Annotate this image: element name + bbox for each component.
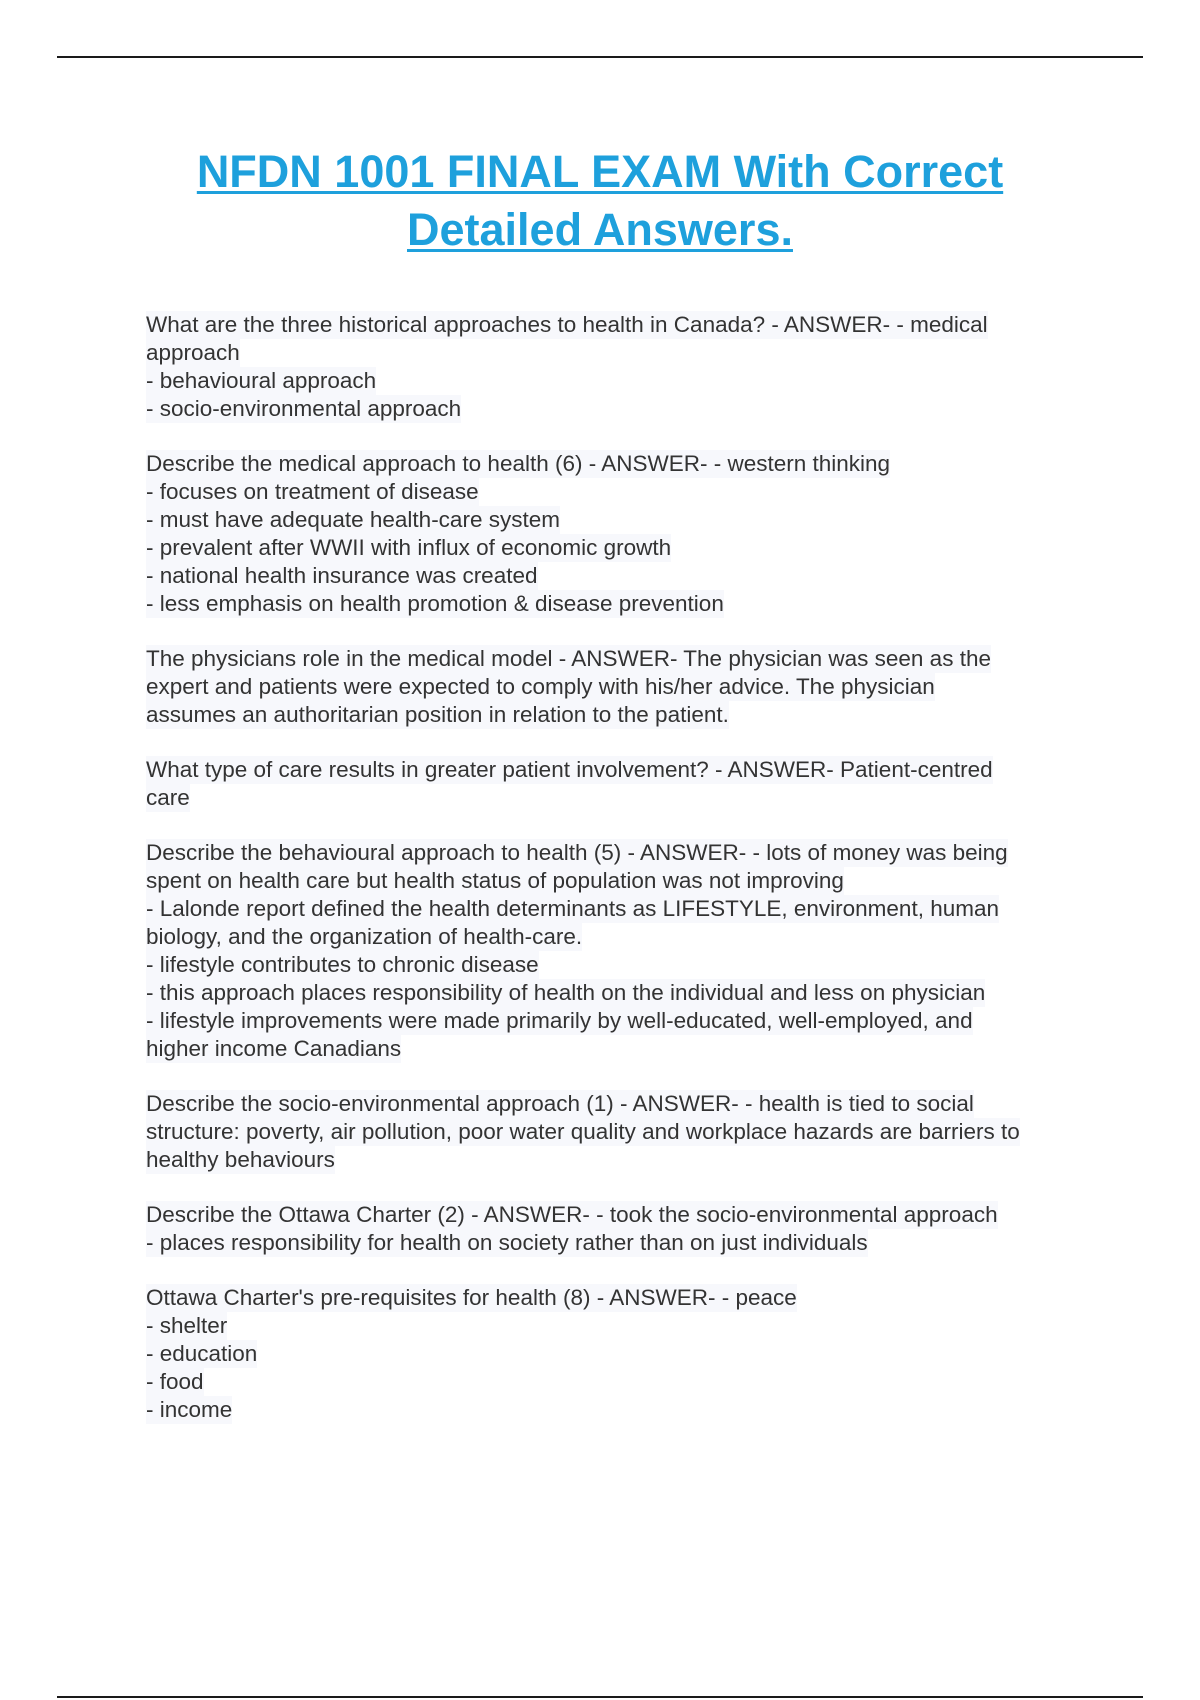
qa-line: Describe the Ottawa Charter (2) - ANSWER- - took the socio-environmental approach (146, 1202, 998, 1227)
qa-line: - education (146, 1341, 258, 1366)
title-line-1: NFDN 1001 FINAL EXAM With Correct (196, 146, 1004, 197)
qa-line: - Lalonde report defined the health determinants as LIFESTYLE, environment, human (146, 896, 1000, 921)
qa-line: - less emphasis on health promotion & disease prevention (146, 591, 724, 616)
qa-line: Describe the socio-environmental approach (1) - ANSWER- - health is tied to social (146, 1091, 974, 1116)
qa-item (146, 1201, 1096, 1257)
title-line-2: Detailed Answers. (407, 204, 793, 255)
qa-line: - national health insurance was created (146, 563, 538, 588)
qa-line: - lifestyle improvements were made primarily by well-educated, well-employed, and (146, 1008, 973, 1033)
qa-line: - socio-environmental approach (146, 396, 462, 421)
qa-line: Describe the behavioural approach to health (5) - ANSWER- - lots of money was being (146, 840, 1008, 865)
qa-item (146, 311, 1096, 423)
qa-line: - places responsibility for health on society rather than on just individuals (146, 1230, 868, 1255)
qa-line: healthy behaviours (146, 1147, 335, 1172)
document-title[interactable] (100, 143, 1100, 259)
qa-line: - shelter (146, 1313, 228, 1338)
qa-line: expert and patients were expected to comply with his/her advice. The physician (146, 674, 935, 699)
qa-line: higher income Canadians (146, 1036, 402, 1061)
qa-line: assumes an authoritarian position in relation to the patient. (146, 702, 729, 727)
qa-line: Describe the medical approach to health (6) - ANSWER- - western thinking (146, 451, 891, 476)
qa-line: What are the three historical approaches to health in Canada? - ANSWER- - medical (146, 312, 988, 337)
qa-line: - must have adequate health-care system (146, 507, 560, 532)
qa-line: Ottawa Charter's pre-requisites for health (8) - ANSWER- - peace (146, 1285, 797, 1310)
qa-list (146, 311, 1096, 1451)
qa-line: care (146, 785, 190, 810)
qa-line: spent on health care but health status of population was not improving (146, 868, 844, 893)
qa-line: - lifestyle contributes to chronic disease (146, 952, 539, 977)
qa-item (146, 450, 1096, 618)
qa-line: What type of care results in greater patient involvement? - ANSWER- Patient-centred (146, 757, 993, 782)
qa-line: - food (146, 1369, 204, 1394)
qa-item (146, 839, 1096, 1063)
qa-item (146, 1090, 1096, 1174)
qa-line: biology, and the organization of health-care. (146, 924, 583, 949)
qa-item (146, 1284, 1096, 1424)
qa-item (146, 756, 1096, 812)
bottom-rule (57, 1696, 1143, 1698)
qa-item (146, 645, 1096, 729)
qa-line: approach (146, 340, 240, 365)
top-rule (57, 56, 1143, 58)
qa-line: - this approach places responsibility of health on the individual and less on physician (146, 980, 986, 1005)
qa-line: - behavioural approach (146, 368, 377, 393)
qa-line: structure: poverty, air pollution, poor water quality and workplace hazards are barriers to (146, 1119, 1020, 1144)
qa-line: - prevalent after WWII with influx of economic growth (146, 535, 672, 560)
qa-line: - income (146, 1397, 233, 1422)
qa-line: - focuses on treatment of disease (146, 479, 479, 504)
qa-line: The physicians role in the medical model - ANSWER- The physician was seen as the (146, 646, 991, 671)
